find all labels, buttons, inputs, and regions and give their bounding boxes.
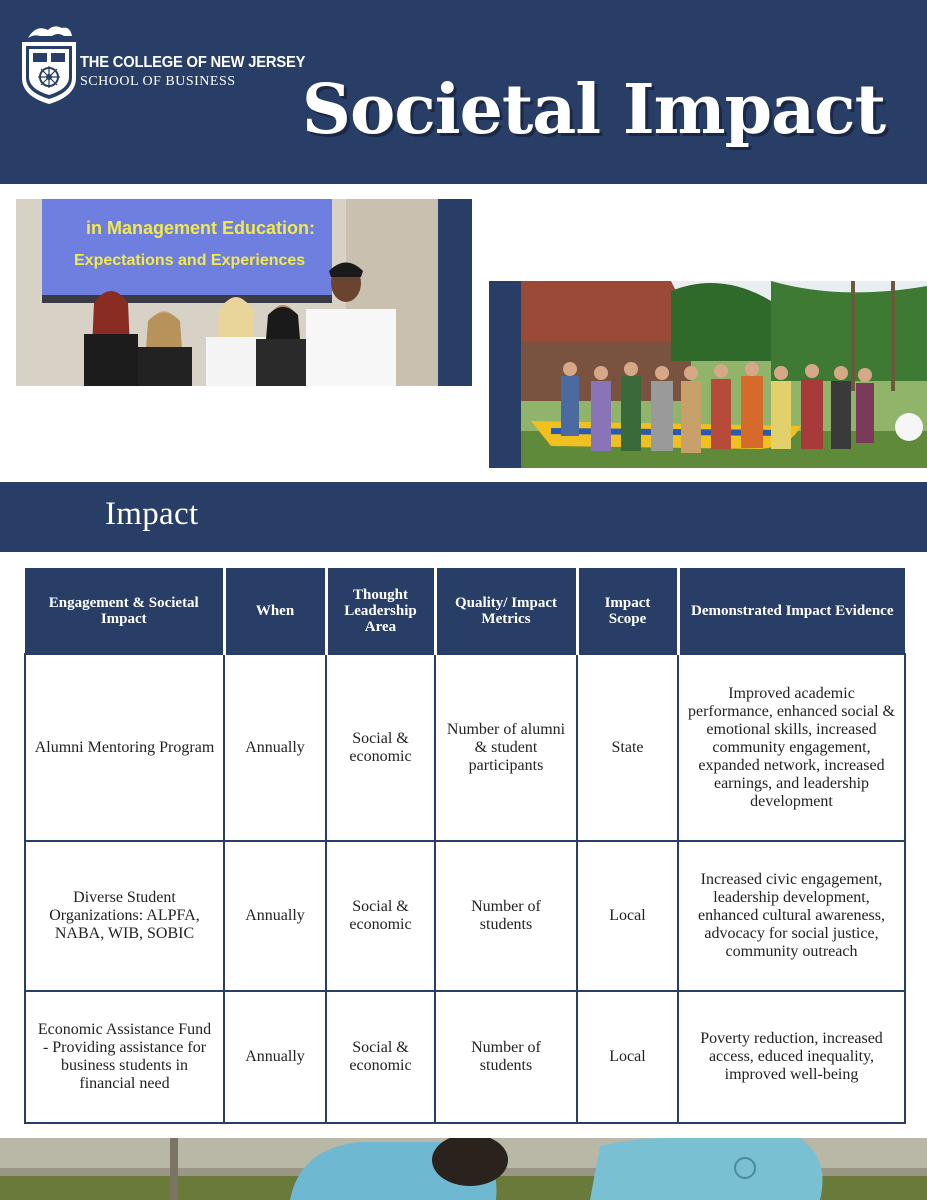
group-photo-classroom (16, 199, 438, 386)
section-banner (0, 482, 927, 552)
school-name: SCHOOL OF BUSINESS (80, 74, 236, 89)
cell-when: Annually (224, 841, 326, 991)
cell-scope: Local (577, 841, 678, 991)
group-photo-outdoor (521, 281, 927, 468)
photo-frame-2 (489, 281, 927, 468)
column-header-impact-evidence: Demonstrated Impact Evidence (678, 568, 905, 654)
page-title: Societal Impact (301, 70, 885, 150)
slide-text-line1: in Management Education: (86, 218, 316, 238)
cell-metrics: Number of alumni & student participants (435, 654, 577, 841)
page-header (0, 0, 927, 184)
column-header-impact-metrics: Quality/ Impact Metrics (435, 568, 577, 654)
column-header-thought-leadership-area: Thought Leadership Area (326, 568, 435, 654)
column-header-when: When (224, 568, 326, 654)
cell-metrics: Number of students (435, 991, 577, 1123)
table-header-row (25, 568, 905, 654)
cell-when: Annually (224, 991, 326, 1123)
bottom-photo-strip (0, 1138, 927, 1200)
college-wordmark (80, 54, 325, 90)
column-header-engagement: Engagement & Societal Impact (25, 568, 224, 654)
cell-engagement: Alumni Mentoring Program (25, 654, 224, 841)
cell-when: Annually (224, 654, 326, 841)
table-row (25, 654, 905, 841)
cell-engagement: Diverse Student Organizations: ALPFA, NABA, WIB, SOBIC (25, 841, 224, 991)
section-title: Impact (105, 496, 199, 532)
photo-frame-1 (16, 199, 472, 386)
cell-area: Social & economic (326, 991, 435, 1123)
slide-text-line2: Expectations and Experiences (74, 252, 306, 269)
table-row (25, 841, 905, 991)
table-row (25, 991, 905, 1123)
cell-evidence: Improved academic performance, enhanced social & emotional skills, increased community engagement, expanded network, increased earnings, and leadership development (678, 654, 905, 841)
cell-scope: Local (577, 991, 678, 1123)
cell-engagement: Economic Assistance Fund - Providing assistance for business students in financial need (25, 991, 224, 1123)
cell-evidence: Poverty reduction, increased access, educed inequality, improved well-being (678, 991, 905, 1123)
college-seal-icon (18, 22, 80, 106)
college-name: THE COLLEGE OF NEW JERSEY (80, 54, 306, 71)
column-header-impact-scope: Impact Scope (577, 568, 678, 654)
impact-table (24, 568, 906, 1124)
cell-scope: State (577, 654, 678, 841)
cell-evidence: Increased civic engagement, leadership development, enhanced cultural awareness, advocacy for social justice, community outreach (678, 841, 905, 991)
cell-area: Social & economic (326, 654, 435, 841)
cell-area: Social & economic (326, 841, 435, 991)
cell-metrics: Number of students (435, 841, 577, 991)
